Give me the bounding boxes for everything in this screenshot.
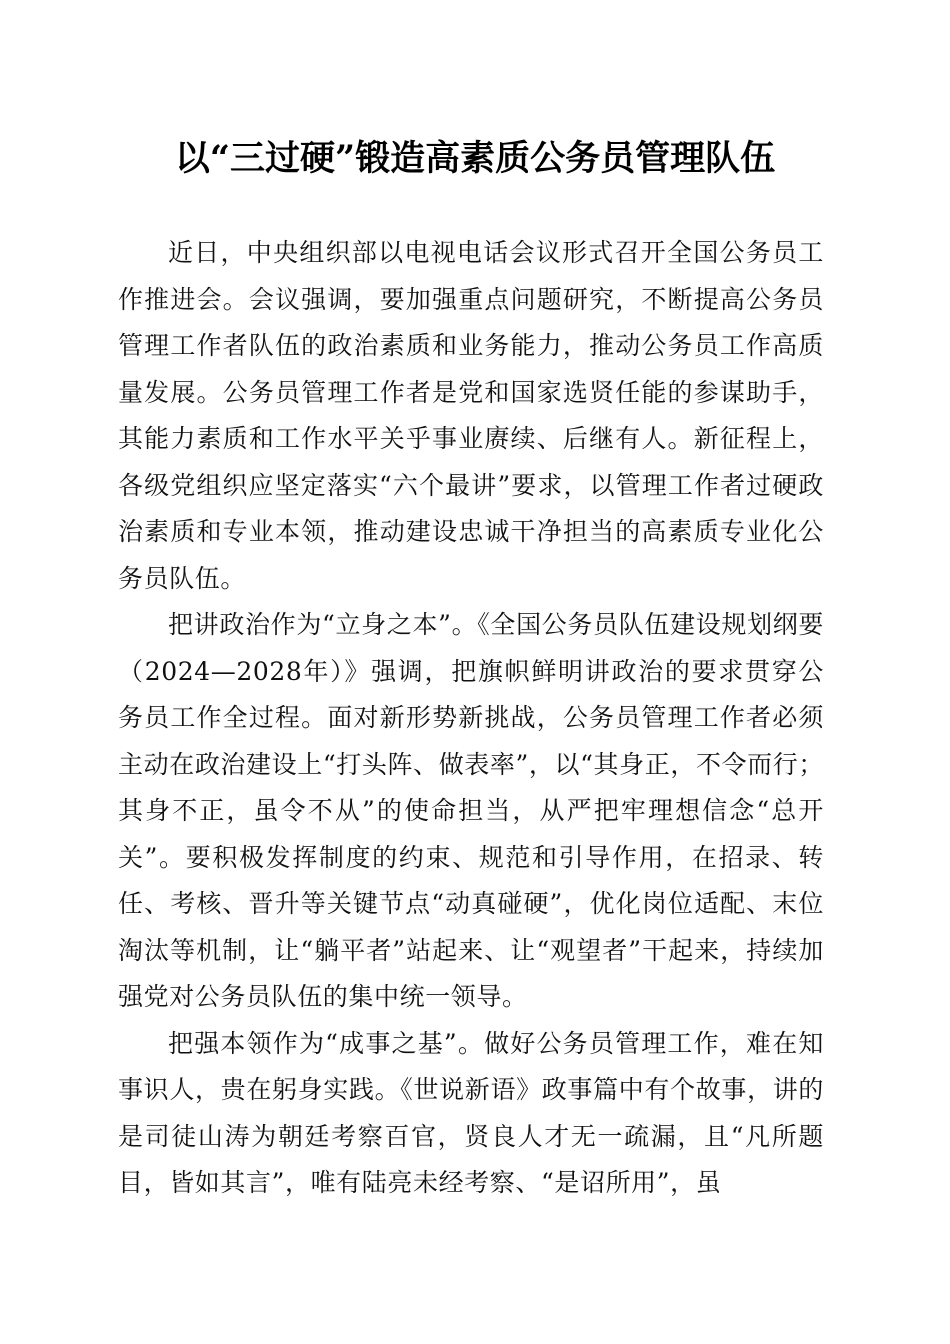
paragraph-3: 把强本领作为“成事之基”。做好公务员管理工作，难在知事识人，贵在躬身实践。《世说新语》政事篇中有个故事，讲的是司徒山涛为朝廷考察百官，贤良人才无一疏漏，且“凡所题目，皆如其言”，唯有陆亮未经考察、“是诏所用”，虽 (118, 1028, 824, 1197)
paragraph-2: 把讲政治作为“立身之本”。《全国公务员队伍建设规划纲要（2024—2028年）》强调，把旗帜鲜明讲政治的要求贯穿公务员工作全过程。面对新形势新挑战，公务员管理工作者必须主动在政治建设上“打头阵、做表率”，以“其身正，不令而行；其身不正，虽令不从”的使命担当，从严把牢理想信念“总开关”。要积极发挥制度的约束、规范和引导作用，在招录、转任、考核、晋升等关键节点“动真碰硬”，优化岗位适配、末位淘汰等机制，让“躺平者”站起来、让“观望者”干起来，持续加强党对公务员队伍的集中统一领导。 (118, 610, 824, 1011)
document-body (118, 230, 824, 1207)
document-title: 以“三过硬”锻造高素质公务员管理队伍 (174, 138, 776, 179)
paragraph-1: 近日，中央组织部以电视电话会议形式召开全国公务员工作推进会。会议强调，要加强重点问题研究，不断提高公务员管理工作者队伍的政治素质和业务能力，推动公务员工作高质量发展。公务员管理工作者是党和国家选贤任能的参谋助手，其能力素质和工作水平关乎事业赓续、后继有人。新征程上，各级党组织应坚定落实“六个最讲”要求，以管理工作者过硬政治素质和专业本领，推动建设忠诚干净担当的高素质专业化公务员队伍。 (118, 238, 824, 593)
